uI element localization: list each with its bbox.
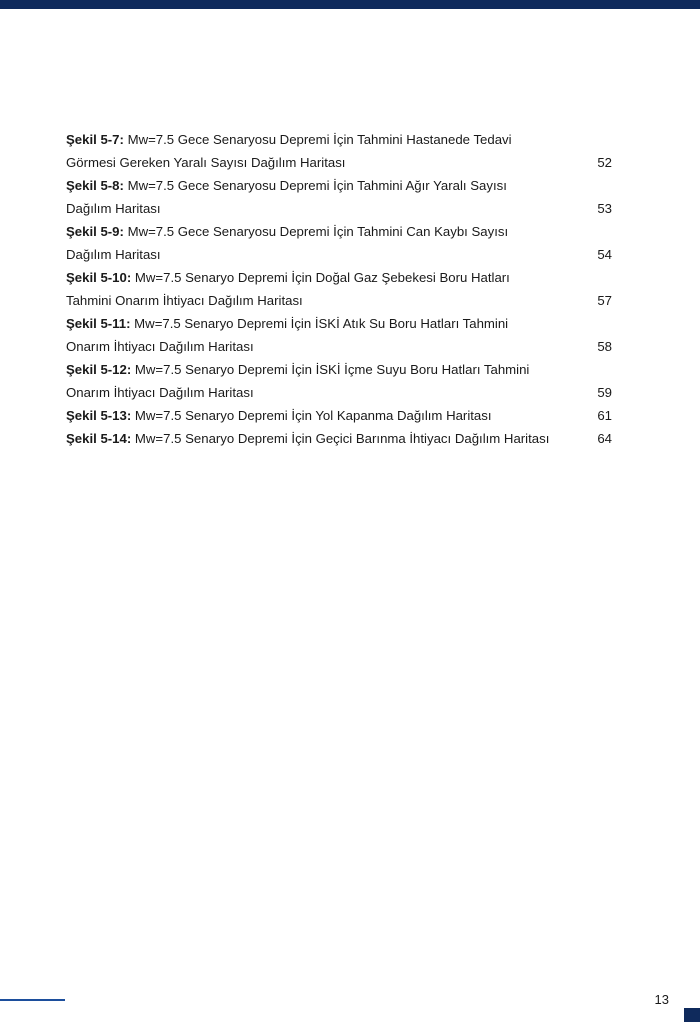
- figure-label: Şekil 5-12:: [66, 362, 132, 377]
- figure-caption: Dağılım Haritası: [66, 247, 161, 262]
- page-ref: 64: [597, 431, 612, 446]
- toc-entry-5-12-line1: [66, 358, 612, 381]
- figure-caption: Onarım İhtiyacı Dağılım Haritası: [66, 339, 254, 354]
- figure-caption: Mw=7.5 Senaryo Depremi İçin Yol Kapanma Dağılım Haritası: [131, 408, 492, 423]
- figure-caption: Görmesi Gereken Yaralı Sayısı Dağılım Haritası: [66, 155, 346, 170]
- toc-entry-5-8-line1: [66, 174, 612, 197]
- figure-caption: Mw=7.5 Gece Senaryosu Depremi İçin Tahmini Can Kaybı Sayısı: [123, 224, 509, 239]
- toc-entry-5-12-line2: [66, 381, 612, 404]
- figure-label: Şekil 5-9:: [66, 224, 124, 239]
- figure-caption: Mw=7.5 Senaryo Depremi İçin İSKİ Atık Su Boru Hatları Tahmini: [130, 316, 509, 331]
- toc-entry-5-7-line2: [66, 151, 612, 174]
- toc-entry-5-11-line1: [66, 312, 612, 335]
- page-ref: 54: [597, 247, 612, 262]
- page-ref: 52: [597, 155, 612, 170]
- footer-rule: [0, 999, 65, 1001]
- toc-entry-5-9-line2: [66, 243, 612, 266]
- figure-caption: Mw=7.5 Senaryo Depremi İçin Doğal Gaz Şebekesi Boru Hatları: [131, 270, 510, 285]
- footer-corner-block: [684, 1008, 700, 1022]
- toc-entry-5-10-line2: [66, 289, 612, 312]
- figure-caption: Onarım İhtiyacı Dağılım Haritası: [66, 385, 254, 400]
- toc-entry-5-13: [66, 404, 612, 427]
- figure-label: Şekil 5-7:: [66, 132, 124, 147]
- header-bar: [0, 0, 700, 9]
- toc-entry-5-11-line2: [66, 335, 612, 358]
- figure-label: Şekil 5-14:: [66, 431, 132, 446]
- figure-label: Şekil 5-13:: [66, 408, 132, 423]
- figure-caption: Mw=7.5 Gece Senaryosu Depremi İçin Tahmini Hastanede Tedavi: [123, 132, 512, 147]
- page-ref: 53: [597, 201, 612, 216]
- page-ref: 59: [597, 385, 612, 400]
- figure-caption: Mw=7.5 Senaryo Depremi İçin Geçici Barınma İhtiyacı Dağılım Haritası: [131, 431, 550, 446]
- figure-label: Şekil 5-10:: [66, 270, 132, 285]
- toc-entry-5-14: [66, 427, 612, 450]
- list-of-figures: [66, 128, 612, 450]
- page-ref: 58: [597, 339, 612, 354]
- page-ref: 57: [597, 293, 612, 308]
- figure-caption: Tahmini Onarım İhtiyacı Dağılım Haritası: [66, 293, 303, 308]
- toc-entry-5-8-line2: [66, 197, 612, 220]
- toc-entry-5-7-line1: [66, 128, 612, 151]
- page-ref: 61: [597, 408, 612, 423]
- page-number: 13: [654, 992, 669, 1007]
- figure-caption: Dağılım Haritası: [66, 201, 161, 216]
- figure-label: Şekil 5-8:: [66, 178, 124, 193]
- figure-caption: Mw=7.5 Gece Senaryosu Depremi İçin Tahmini Ağır Yaralı Sayısı: [123, 178, 507, 193]
- figure-label: Şekil 5-11:: [66, 316, 131, 331]
- toc-entry-5-9-line1: [66, 220, 612, 243]
- toc-entry-5-10-line1: [66, 266, 612, 289]
- figure-caption: Mw=7.5 Senaryo Depremi İçin İSKİ İçme Suyu Boru Hatları Tahmini: [131, 362, 530, 377]
